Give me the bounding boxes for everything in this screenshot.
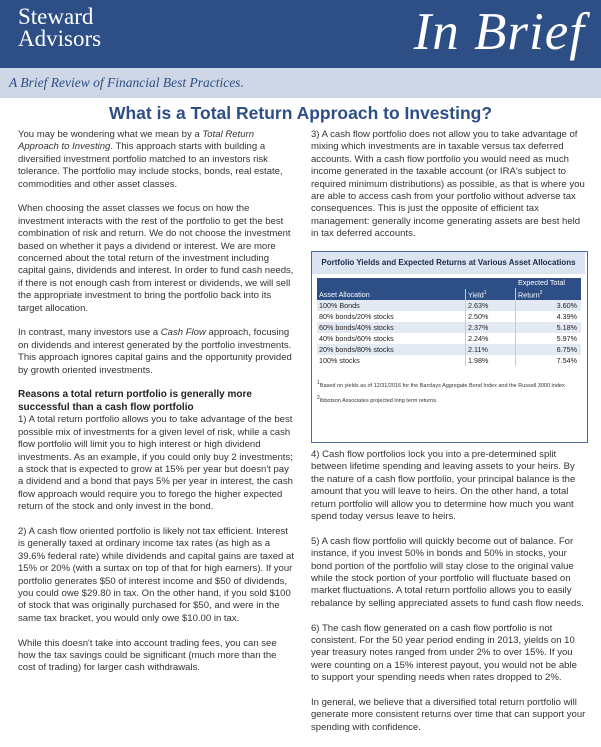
header-banner	[0, 0, 601, 68]
cell-yield: 2.37%	[466, 322, 516, 333]
right-column-top	[311, 129, 586, 253]
cell-expected-return: 5.18%	[556, 323, 577, 332]
table-body	[317, 278, 581, 366]
header-yield: Yield$^1$	[466, 288, 516, 300]
cell-allocation: 80% bonds/20% stocks	[317, 311, 466, 322]
paragraph: 6) The cash flow generated on a cash flow portfolio is not consistent. For the 50 year period ending in 2013, yields on 10 year treasury notes ranged from under 2% to over 15%. If you were counting on a 15% interest payout, you would not be able to support your spending needs when rates dropped to 2%.	[311, 622, 577, 684]
table-row	[317, 355, 581, 366]
cell-allocation: 60% bonds/40% stocks	[317, 322, 466, 333]
paragraph: While this doesn't take into account trading fees, you can see how the tax savings could be significant (much more than the cost of trading) for larger cash withdrawals.	[18, 637, 277, 674]
brand-line-2: Advisors	[18, 26, 102, 51]
header-expected-return: Expected Total Return$^2$	[518, 278, 566, 300]
cell-expected-return: 7.54%	[556, 356, 577, 365]
cell-yield: 2.24%	[466, 333, 516, 344]
table-title: Portfolio Yields and Expected Returns at Various Asset Allocations	[312, 252, 585, 274]
paragraph: 4) Cash flow portfolios lock you into a pre-determined split between lifetime spending and leaving assets to your heirs. By the nature of a cash flow portfolio, your principal balance is the amount that you will leave to heirs. On the other hand, a total return portfolio will allow you to determine how much you want spend today versus leave to heirs.	[311, 449, 576, 523]
cell-yield: 2.50%	[466, 311, 516, 322]
table-row	[317, 322, 581, 333]
cell-expected-return: 3.60%	[556, 301, 577, 310]
cell-yield: 2.11%	[466, 344, 516, 355]
paragraph: When choosing the asset classes we focus on how the investment interacts with the rest of the portfolio to get the best combination of risk and return. We do not choose the investment based on whether it pays a dividend or interest. We are more concerned about the total return of the investment including capital gains, dividends and interest. In order to fund cash needs, if there is not enough cash from interest or dividends, we will sell the appropriate investment to bring the portfolio back into its target allocation.	[18, 203, 294, 314]
paragraph: 3) A cash flow portfolio does not allow you to take advantage of mixing which investments are in taxable versus tax deferred accounts. With a cash flow portfolio you would need as much income generated in the taxable account (or IRA's subject to required minimum distributions) as possible, as that is where you are able to access cash from your portfolio without adverse tax consequences. This is just the opposite of efficient tax management: generally income generating assets are best held in tax deferred accounts.	[311, 129, 585, 240]
table-row	[317, 300, 581, 311]
cell-allocation: 40% bonds/60% stocks	[317, 333, 466, 344]
table-row	[317, 344, 581, 355]
table-notes	[317, 377, 581, 407]
left-column	[18, 129, 294, 687]
tagline-bar	[0, 68, 601, 98]
table-header-row	[317, 278, 581, 300]
brand-logo	[18, 6, 101, 50]
cell-expected-return: 6.75%	[556, 345, 577, 354]
publication-title: In Brief	[413, 3, 585, 61]
paragraph: 2) A cash flow oriented portfolio is likely not tax efficient. Interest is generally taxed at ordinary income tax rates (as high as a 39.6% federal rate) while dividends and capital gains are taxed at 15% or 20% (with a surtax on top of that for high earners). If your portfolio generates $50 of interest income and $50 of dividends, you could owe $29.80 in tax. On the other hand, if you sold $100 of stock that was originally purchased for $50, and were in the same tax bracket, you would only owe $10.00 in tax.	[18, 525, 294, 624]
paragraph: 1) A total return portfolio allows you to take advantage of the best possible mix of investments for a given level of risk, while a cash flow portfolio will limit you to high interest or high dividend investments. As an example, if you could only buy 2 investments; a stock that is expected to grow at 15% per year but doesn't pay a dividend and a bond that pays 5% per year in interest, the cash flow approach would require you to forego the higher expected return of the stock and only invest in the bond.	[18, 414, 293, 513]
table-note-2: $^2$Ibbotson Associates projected long term returns.	[317, 394, 438, 404]
brand-line-1: Steward	[18, 4, 94, 29]
paragraph: In contrast, many investors use a Cash Flow approach, focusing on dividends and interest generated by the portfolio investments. This approach ignores capital gains and the opportunity provided by growth oriented investments.	[18, 327, 292, 376]
yields-table	[311, 251, 588, 443]
tagline: A Brief Review of Financial Best Practices.	[9, 75, 244, 90]
table-row	[317, 333, 581, 344]
table-note-1: $^1$Based on yields as of 12/31/2016 for the Barclays Aggregate Bond Index and the Russell 3000 index	[317, 380, 565, 389]
cell-expected-return: 5.97%	[556, 334, 577, 343]
paragraph: You may be wondering what we mean by a Total Return Approach to Investing. This approach starts with building a diversified investment portfolio matched to an investors risk tolerance. The portfolio may include stocks, bonds, real estate, commodities and other asset classes.	[18, 129, 283, 190]
paragraph: In general, we believe that a diversified total return portfolio will generate more consistent returns over time that can support your spending with confidence.	[311, 697, 586, 733]
section-heading: Reasons a total return portfolio is generally more successful than a cash flow portfolio	[18, 389, 252, 413]
table-row	[317, 311, 581, 322]
cell-yield: 1.98%	[466, 355, 516, 366]
cell-allocation: 100% Bonds	[317, 300, 466, 311]
cell-allocation: 20% bonds/80% stocks	[317, 344, 466, 355]
cell-expected-return: 4.39%	[556, 312, 577, 321]
header-asset-allocation: Asset Allocation	[317, 289, 466, 300]
cell-yield: 2.63%	[466, 300, 516, 311]
right-column-bottom	[311, 449, 586, 747]
paragraph: 5) A cash flow portfolio will quickly become out of balance. For instance, if you invest 50% in bonds and 50% in stocks, your bond portion of the portfolio will stay close to the original value while the stock portion of your portfolio will fluctuate based on market fluctuations. A total return portfolio allows you to easily rebalance by selling appreciated assets to fund cash flow needs.	[311, 535, 584, 609]
article-title: What is a Total Return Approach to Investing?	[108, 103, 493, 123]
cell-allocation: 100% stocks	[317, 355, 466, 366]
